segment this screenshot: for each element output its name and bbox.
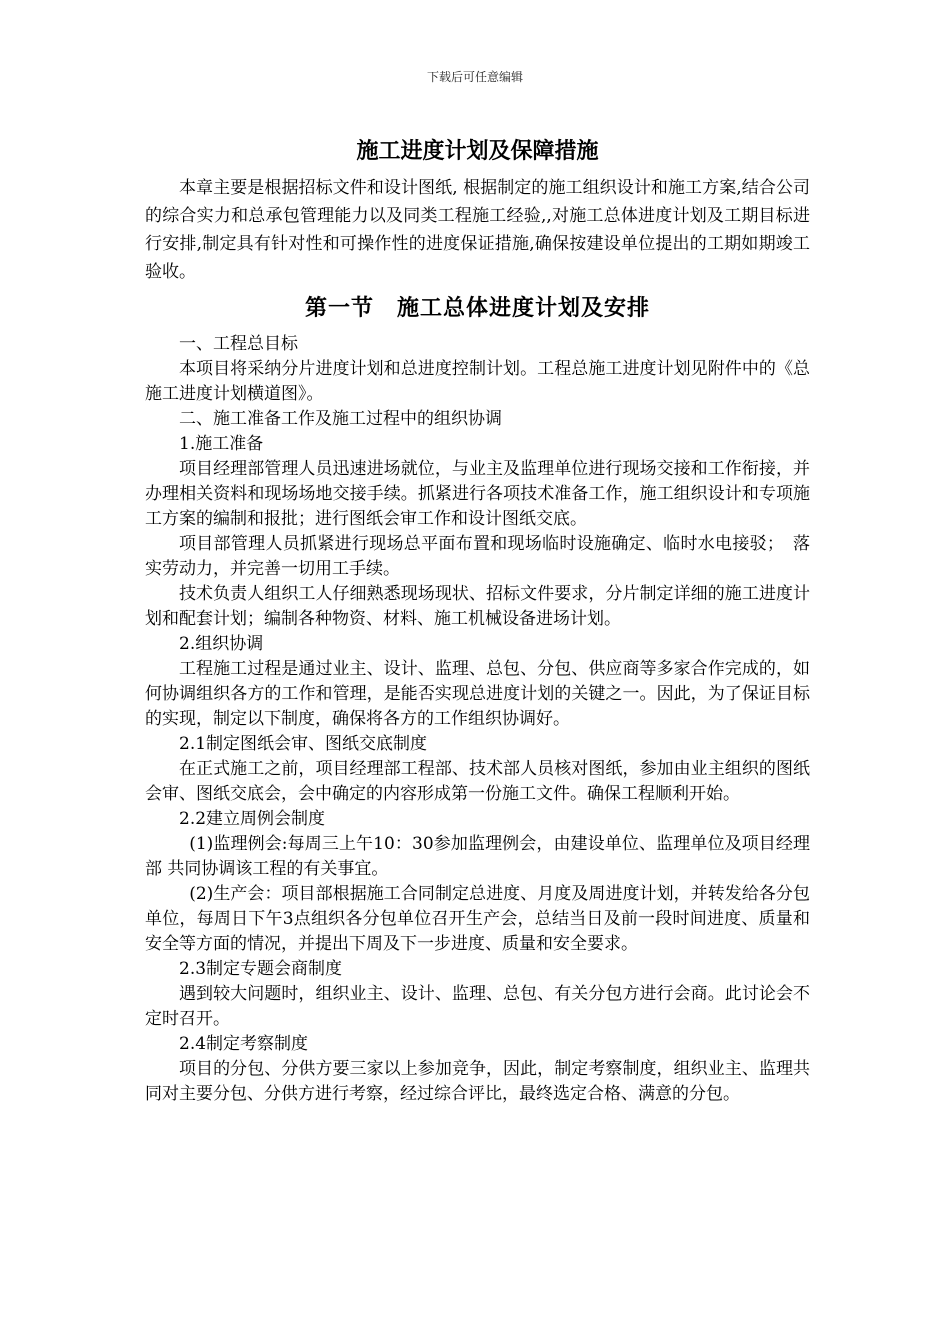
subheading: 2.4制定考察制度 xyxy=(179,1034,309,1054)
document-body xyxy=(145,136,810,1107)
paragraph: 本项目将采纳分片进度计划和总进度控制计划。工程总施工进度计划见附件中的《总施工进度计划横道图》。 xyxy=(145,359,810,404)
header-note: 下载后可任意编辑 xyxy=(426,70,523,84)
subheading: 2.组织协调 xyxy=(179,634,264,654)
paragraph: 工程施工过程是通过业主、设计、监理、总包、分包、供应商等多家合作完成的，如何协调组织各方的工作和管理，是能否实现总进度计划的关键之一。因此，为了保证目标的实现，制定以下制度，确保将各方的工作组织协调好。 xyxy=(145,659,810,729)
paragraph: 项目的分包、分供方要三家以上参加竞争，因此，制定考察制度，组织业主、监理共同对主要分包、分供方进行考察，经过综合评比，最终选定合格、满意的分包。 xyxy=(145,1059,810,1104)
paragraph: (2)生产会：项目部根据施工合同制定总进度、月度及周进度计划，并转发给各分包单位，每周日下午3点组织各分包单位召开生产会，总结当日及前一段时间进度、质量和安全等方面的情况，并提出下周及下一步进度、质量和安全要求。 xyxy=(145,884,810,954)
paragraph: 遇到较大问题时，组织业主、设计、监理、总包、有关分包方进行会商。此讨论会不定时召开。 xyxy=(145,984,810,1029)
section-title: 第一节 施工总体进度计划及安排 xyxy=(304,296,650,321)
paragraph: 技术负责人组织工人仔细熟悉现场现状、招标文件要求，分片制定详细的施工进度计划和配套计划；编制各种物资、材料、施工机械设备进场计划。 xyxy=(145,584,810,629)
intro-paragraph: 本章主要是根据招标文件和设计图纸, 根据制定的施工组织设计和施工方案,结合公司的综合实力和总承包管理能力以及同类工程施工经验,,对施工总体进度计划及工期目标进行安排,制定具有针对性和可操作性的进度保证措施,确保按建设单位提出的工期如期竣工验收。 xyxy=(145,178,810,282)
subheading: 2.1制定图纸会审、图纸交底制度 xyxy=(179,734,428,754)
subheading: 1.施工准备 xyxy=(179,434,264,454)
subheading: 2.2建立周例会制度 xyxy=(179,809,326,829)
heading-coordination: 二、施工准备工作及施工过程中的组织协调 xyxy=(179,409,502,429)
heading-goal: 一、工程总目标 xyxy=(179,334,298,354)
document-title: 施工进度计划及保障措施 xyxy=(356,139,599,164)
paragraph: 项目部管理人员抓紧进行现场总平面布置和现场临时设施确定、临时水电接驳； 落实劳动力，并完善一切用工手续。 xyxy=(145,534,810,579)
paragraph: 项目经理部管理人员迅速进场就位，与业主及监理单位进行现场交接和工作衔接，并办理相关资料和现场场地交接手续。抓紧进行各项技术准备工作，施工组织设计和专项施工方案的编制和报批；进行图纸会审工作和设计图纸交底。 xyxy=(145,459,810,529)
subheading: 2.3制定专题会商制度 xyxy=(179,959,343,979)
paragraph: (1)监理例会:每周三上午10：30参加监理例会，由建设单位、监理单位及项目经理部 共同协调该工程的有关事宜。 xyxy=(145,834,810,879)
paragraph: 在正式施工之前，项目经理部工程部、技术部人员核对图纸，参加由业主组织的图纸会审、图纸交底会，会中确定的内容形成第一份施工文件。确保工程顺利开始。 xyxy=(145,759,810,804)
